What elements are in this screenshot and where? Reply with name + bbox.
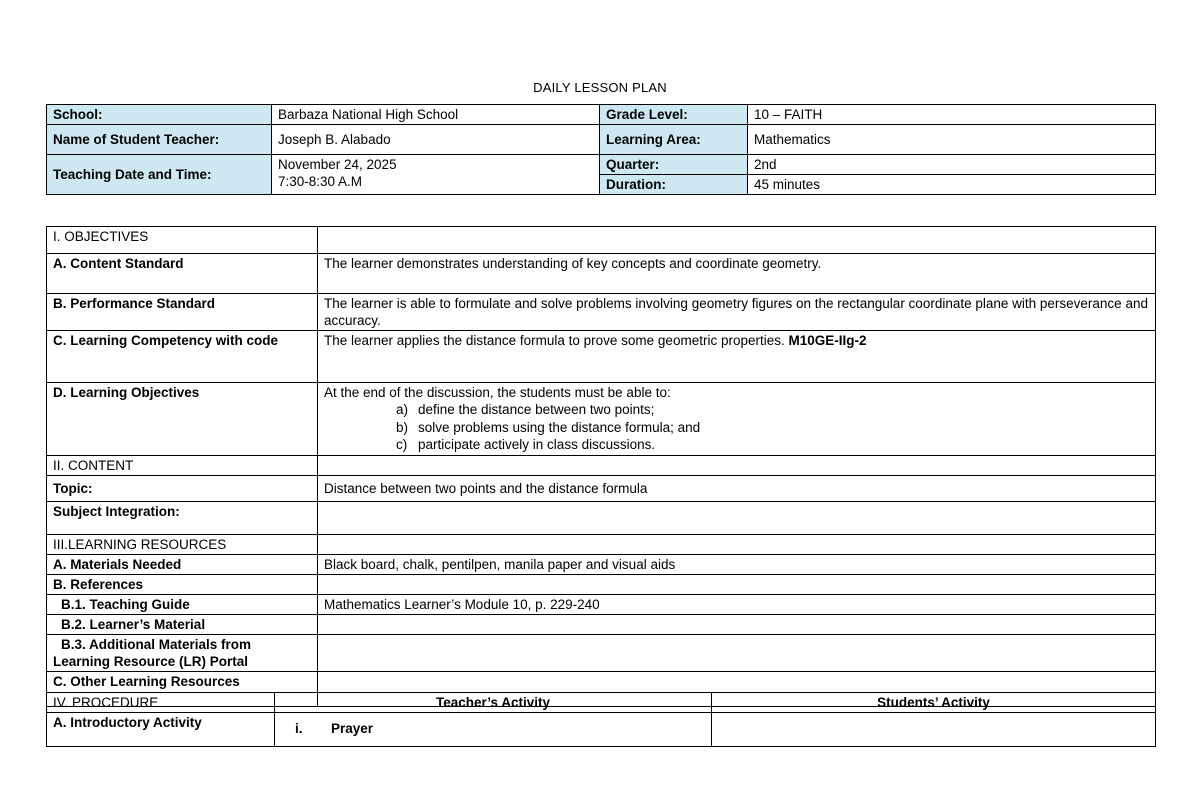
topic-value: Distance between two points and the distance formula [318, 475, 1156, 501]
subject-integration-value [318, 501, 1156, 534]
materials-label: A. Materials Needed [47, 554, 318, 574]
list-item [396, 436, 1149, 454]
list-text: solve problems using the distance formula; and [418, 419, 701, 435]
content-empty [318, 455, 1156, 475]
additional-materials-line-2: Learning Resource (LR) Portal [53, 653, 249, 669]
performance-standard-label: B. Performance Standard [47, 294, 318, 331]
quarter-value: 2nd [748, 155, 1156, 175]
learners-material-label: B.2. Learner’s Material [47, 614, 318, 634]
time-value: 7:30-8:30 A.M [278, 174, 363, 189]
teaching-guide-label: B.1. Teaching Guide [47, 594, 318, 614]
learning-objectives-cell [318, 383, 1156, 456]
other-resources-label: C. Other Learning Resources [47, 671, 318, 706]
students-activity-cell [712, 713, 1156, 747]
content-standard-value: The learner demonstrates understanding of key concepts and coordinate geometry. [318, 254, 1156, 294]
list-marker: a) [396, 402, 409, 417]
school-label: School: [47, 105, 272, 125]
prayer-label: Prayer [331, 721, 374, 736]
list-text: participate actively in class discussions. [418, 437, 656, 452]
learning-objectives-list [324, 401, 1149, 454]
students-activity-header: Students’ Activity [712, 693, 1156, 713]
prayer-item [281, 720, 705, 737]
introductory-activity-label: A. Introductory Activity [47, 713, 275, 747]
list-item [396, 401, 1149, 419]
topic-label: Topic: [47, 475, 318, 501]
area-label: Learning Area: [600, 125, 748, 155]
area-value: Mathematics [748, 125, 1156, 155]
list-text: define the distance between two points; [418, 402, 655, 417]
datetime-label: Teaching Date and Time: [47, 155, 272, 195]
teaching-guide-value: Mathematics Learner’s Module 10, p. 229-240 [318, 594, 1156, 614]
duration-label: Duration: [600, 175, 748, 195]
teacher-activity-cell [275, 713, 712, 747]
grade-value: 10 – FAITH [748, 105, 1156, 125]
page-title: DAILY LESSON PLAN [533, 80, 667, 95]
list-marker: b) [396, 419, 409, 435]
duration-value: 45 minutes [748, 175, 1156, 195]
datetime-value [272, 155, 600, 195]
objectives-heading: I. OBJECTIVES [47, 227, 318, 254]
materials-value: Black board, chalk, pentilpen, manila paper and visual aids [318, 554, 1156, 574]
prayer-marker: i. [295, 721, 303, 736]
performance-standard-value: The learner is able to formulate and solve problems involving geometry figures on the rectangular coordinate plane with perseverance and accuracy. [318, 294, 1156, 331]
learning-objectives-label: D. Learning Objectives [47, 383, 318, 456]
learners-material-value [318, 614, 1156, 634]
content-heading: II. CONTENT [47, 455, 318, 475]
list-marker: c) [396, 437, 408, 452]
content-standard-label: A. Content Standard [47, 254, 318, 294]
objectives-empty [318, 227, 1156, 254]
additional-materials-value [318, 634, 1156, 671]
grade-label: Grade Level: [600, 105, 748, 125]
references-empty [318, 574, 1156, 594]
competency-code: M10GE-IIg-2 [788, 333, 867, 348]
references-label: B. References [47, 574, 318, 594]
header-info-table [46, 104, 1156, 195]
teacher-activity-header: Teacher’s Activity [275, 693, 712, 713]
school-value: Barbaza National High School [272, 105, 600, 125]
competency-label: C. Learning Competency with code [47, 331, 318, 383]
additional-materials-line-1: B.3. Additional Materials from [61, 636, 252, 652]
teacher-label: Name of Student Teacher: [47, 125, 272, 155]
competency-value: The learner applies the distance formula to prove some geometric properties. [324, 333, 785, 348]
lesson-plan-table [46, 226, 1156, 707]
additional-materials-label [47, 634, 318, 671]
resources-empty [318, 534, 1156, 554]
competency-cell [318, 331, 1156, 383]
procedure-heading: IV. PROCEDURE [47, 693, 275, 713]
list-item [396, 419, 1149, 437]
learning-objectives-intro: At the end of the discussion, the students must be able to: [324, 385, 671, 400]
procedure-table [46, 692, 1156, 747]
teacher-value: Joseph B. Alabado [272, 125, 600, 155]
date-value: November 24, 2025 [278, 157, 397, 172]
resources-heading: III.LEARNING RESOURCES [47, 534, 318, 554]
quarter-label: Quarter: [600, 155, 748, 175]
subject-integration-label: Subject Integration: [47, 501, 318, 534]
